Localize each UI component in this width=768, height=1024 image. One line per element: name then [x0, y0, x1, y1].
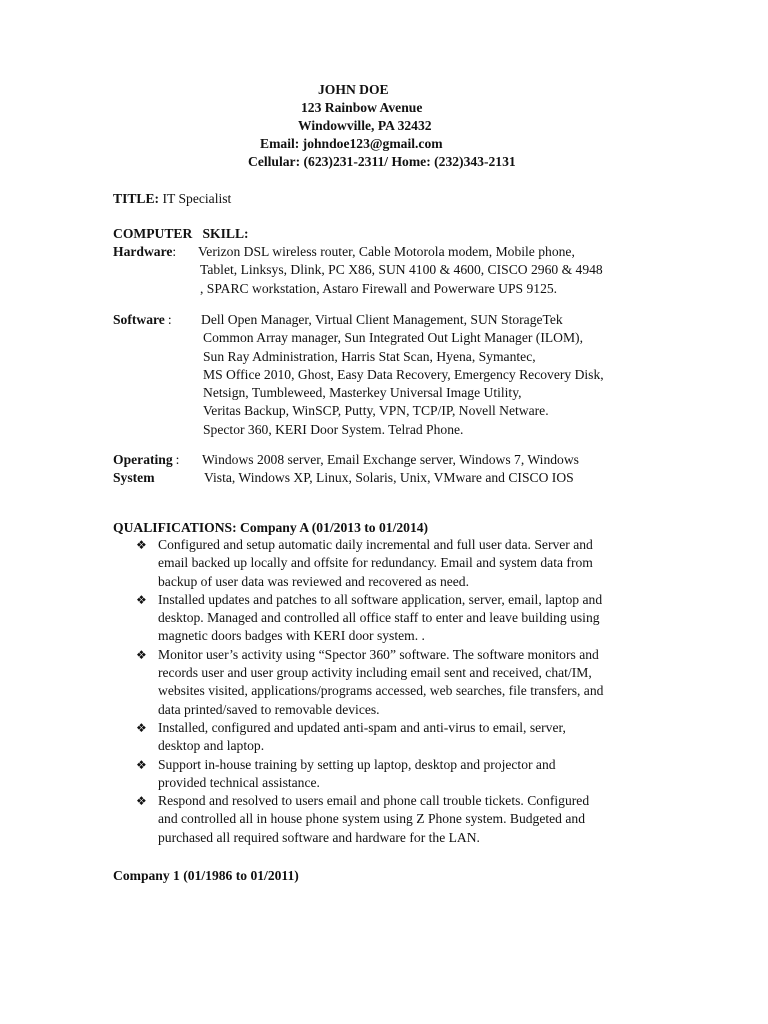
hardware-list: [198, 243, 603, 298]
software-line: MS Office 2010, Ghost, Easy Data Recovery, Emergency Recovery Disk,: [203, 366, 604, 382]
software-line: Common Array manager, Sun Integrated Out Light Manager (ILOM),: [203, 330, 583, 346]
title-row: [113, 190, 231, 208]
software-line: Spector 360, KERI Door System. Telrad Phone.: [203, 421, 464, 437]
software-label: [113, 311, 172, 329]
software-line: Netsign, Tumbleweed, Masterkey Universal Image Utility,: [203, 385, 522, 401]
diamond-bullet-icon: ❖: [136, 794, 147, 809]
software-line: Sun Ray Administration, Harris Stat Scan, Hyena, Symantec,: [203, 348, 536, 364]
qualification-line: records user and user group activity including email sent and received, chat/IM,: [158, 665, 592, 681]
os-list: [202, 451, 579, 488]
software-line: Veritas Backup, WinSCP, Putty, VPN, TCP/IP, Novell Netware.: [203, 403, 549, 419]
company1-heading: Company 1 (01/1986 to 01/2011): [113, 868, 299, 883]
qualification-line: Configured and setup automatic daily incremental and full user data. Server and: [158, 537, 593, 552]
software-colon: :: [167, 312, 172, 327]
email-line: Email: johndoe123@gmail.com: [260, 136, 443, 151]
qualification-item: [136, 719, 656, 756]
diamond-bullet-icon: ❖: [136, 720, 147, 735]
hardware-line: Tablet, Linksys, Dlink, PC X86, SUN 4100 & 4600, CISCO 2960 & 4948: [200, 262, 603, 278]
software-list: [201, 311, 604, 439]
qualifications-list: [136, 536, 656, 847]
qualification-line: email backed up locally and offsite for redundancy. Email and system data from: [158, 555, 593, 571]
diamond-bullet-icon: ❖: [136, 592, 147, 607]
os-label-text: Operating: [113, 452, 173, 467]
qualification-line: Installed updates and patches to all software application, server, email, laptop and: [158, 591, 603, 607]
qualification-line: desktop. Managed and controlled all office staff to enter and leave building using: [158, 610, 600, 626]
qualification-line: data printed/saved to removable devices.: [158, 701, 380, 717]
qualifications-heading: QUALIFICATIONS: Company A (01/2013 to 01/2014): [113, 520, 429, 535]
city-state-zip: Windowville, PA 32432: [298, 118, 432, 133]
qualification-line: backup of user data was reviewed and recovered as need.: [158, 573, 469, 589]
qualification-line: Support in-house training by setting up laptop, desktop and projector and: [158, 756, 556, 772]
qualification-line: Monitor user’s activity using “Spector 360” software. The software monitors and: [158, 646, 599, 662]
software-label-text: Software: [113, 312, 165, 327]
hardware-label: [113, 243, 176, 261]
qualification-line: and controlled all in house phone system using Z Phone system. Budgeted and: [158, 811, 586, 827]
qualification-line: purchased all required software and hardware for the LAN.: [158, 829, 480, 845]
computer-skill-heading: COMPUTER SKILL:: [113, 226, 249, 241]
street-address: 123 Rainbow Avenue: [301, 100, 423, 115]
qualification-item: [136, 756, 656, 793]
qualification-item: [136, 646, 656, 719]
qualification-item: [136, 792, 656, 847]
phone-line: Cellular: (623)231-2311/ Home: (232)343-2131: [248, 154, 516, 169]
hardware-label-text: Hardware: [113, 244, 173, 259]
os-label-line2: System: [113, 470, 155, 485]
qualification-line: websites visited, applications/programs accessed, web searches, file transfers, and: [158, 683, 604, 699]
qualification-line: provided technical assistance.: [158, 774, 320, 790]
diamond-bullet-icon: ❖: [136, 757, 147, 772]
person-name: JOHN DOE: [318, 82, 389, 97]
qualification-line: magnetic doors badges with KERI door system. .: [158, 628, 425, 644]
diamond-bullet-icon: ❖: [136, 647, 147, 662]
qualification-line: Respond and resolved to users email and phone call trouble tickets. Configured: [158, 793, 590, 809]
os-line: Windows 2008 server, Email Exchange server, Windows 7, Windows: [202, 452, 579, 467]
qualification-item: [136, 536, 656, 591]
qualification-line: Installed, configured and updated anti-spam and anti-virus to email, server,: [158, 719, 566, 735]
qualification-line: desktop and laptop.: [158, 738, 265, 754]
hardware-line: Verizon DSL wireless router, Cable Motorola modem, Mobile phone,: [198, 244, 575, 259]
software-line: Dell Open Manager, Virtual Client Management, SUN StorageTek: [201, 312, 563, 327]
title-label: TITLE:: [113, 191, 160, 206]
os-label-line1: [113, 451, 179, 469]
os-colon: :: [175, 452, 180, 467]
hardware-colon: :: [172, 244, 177, 259]
qualification-item: [136, 591, 656, 646]
diamond-bullet-icon: ❖: [136, 538, 147, 552]
hardware-line: , SPARC workstation, Astaro Firewall and Powerware UPS 9125.: [200, 280, 558, 296]
title-value: IT Specialist: [162, 191, 232, 206]
os-line: Vista, Windows XP, Linux, Solaris, Unix, VMware and CISCO IOS: [204, 470, 574, 486]
